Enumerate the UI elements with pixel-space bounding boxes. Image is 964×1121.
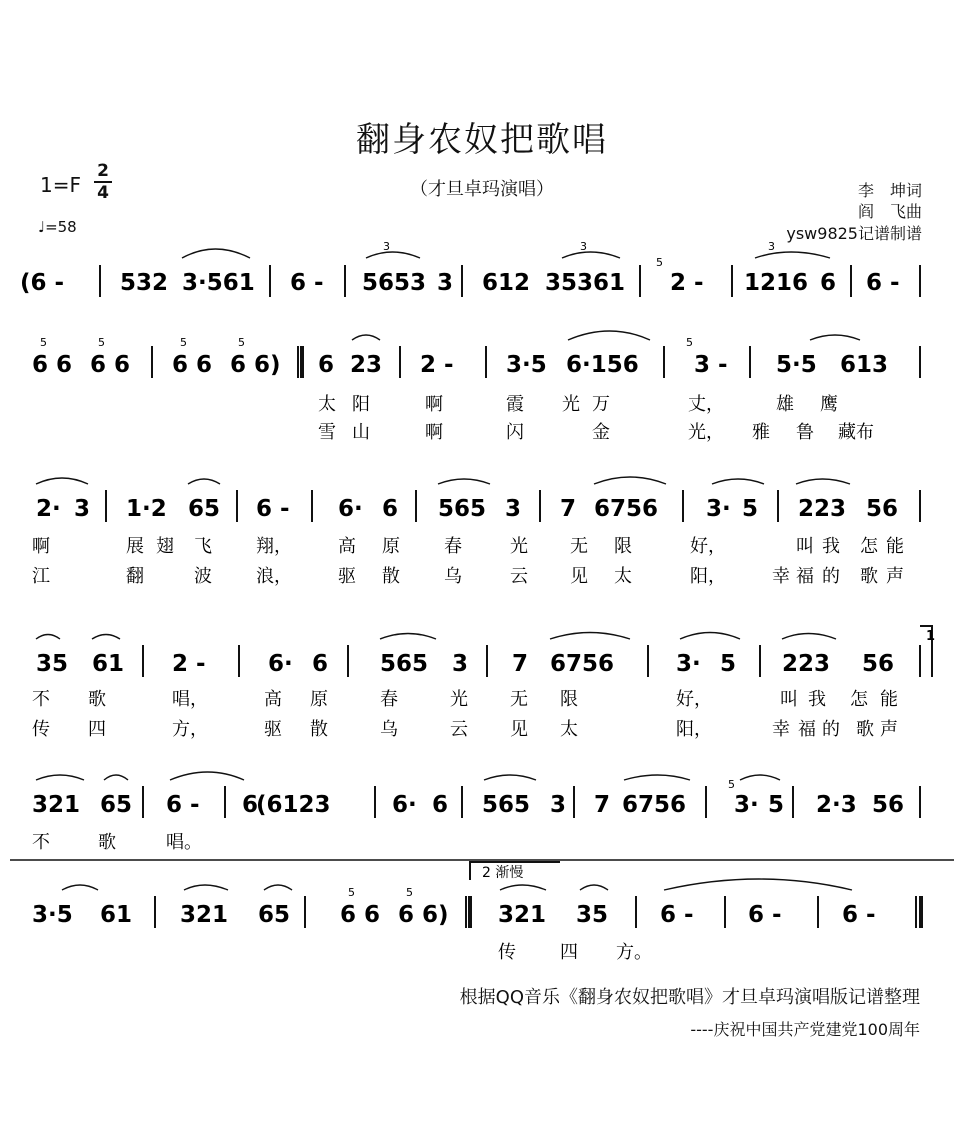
lyric: 光 — [450, 689, 468, 710]
lyric: 啊 — [425, 422, 443, 443]
row5-note-12: 5 — [768, 792, 785, 818]
row6-note-10: 6 - — [842, 902, 876, 928]
row4-lyrics — [32, 689, 898, 740]
row3-note-12: 5 — [742, 496, 759, 522]
composer-credit: 阎 飞曲 — [857, 202, 922, 221]
row6-notes — [32, 902, 876, 928]
lyric: 福 — [796, 566, 814, 587]
lyric: 霞 — [506, 394, 524, 415]
row3-note-14: 56 — [866, 496, 899, 522]
lyric: 太 — [318, 394, 336, 415]
row5-note-6: 6 — [432, 792, 449, 818]
lyric: 驱 — [264, 719, 282, 740]
lyric: 原 — [310, 689, 328, 710]
lyric: 无 — [510, 689, 528, 710]
grace-note: 5 — [406, 886, 413, 899]
row4-notes — [36, 651, 894, 677]
row5-note-2: 6 - — [166, 792, 200, 818]
page-title: 翻身农奴把歌唱 — [356, 120, 608, 160]
row4-note-5: 565 — [380, 651, 429, 677]
row2-note-10: 5·5 — [776, 352, 817, 378]
row2-note-1: 6 6 — [90, 352, 131, 378]
lyric: 啊 — [32, 536, 50, 557]
lyric: 乌 — [444, 566, 462, 587]
dedication: ----庆祝中国共产党建党100周年 — [690, 1020, 920, 1039]
row6-note-2: 321 — [180, 902, 229, 928]
grace-note: 5 — [728, 778, 735, 791]
lyric: 光 — [562, 394, 580, 415]
lyric: 限 — [560, 689, 578, 710]
lyric: 飞 — [194, 536, 212, 557]
lyric: 方， — [172, 719, 208, 740]
row2-note-3: 6 6) — [230, 352, 281, 378]
triplet-mark: 3 — [383, 240, 390, 253]
row1-note-4: 5653 — [362, 270, 427, 296]
lyric: 叫 — [796, 536, 814, 557]
lyric: 我 — [808, 689, 826, 710]
row2-note-2: 6 6 — [172, 352, 213, 378]
lyric: 怎 — [850, 689, 868, 710]
grace-note: 5 — [656, 256, 663, 269]
lyric: 散 — [310, 719, 328, 740]
lyric: 波 — [194, 566, 212, 587]
lyric: 福 — [798, 719, 816, 740]
row3-lyrics — [32, 536, 904, 587]
row2-notes — [32, 352, 888, 378]
grace-note: 5 — [686, 336, 693, 349]
tempo-marking: ♩=58 — [38, 218, 77, 236]
row5-note-13: 2·3 — [816, 792, 857, 818]
row5-note-3: 6 — [242, 792, 259, 818]
row4-note-1: 61 — [92, 651, 125, 677]
row1-note-8: 2 - — [670, 270, 704, 296]
row2-lyrics — [318, 394, 874, 443]
lyric: 驱 — [338, 566, 356, 587]
row4-note-11: 223 — [782, 651, 831, 677]
row4-note-4: 6 — [312, 651, 329, 677]
row4-note-8: 6756 — [550, 651, 615, 677]
row1-note-10: 6 — [820, 270, 837, 296]
lyric: 春 — [380, 689, 398, 710]
lyric: 太 — [560, 719, 578, 740]
lyric: 翔， — [256, 536, 292, 557]
row5-note-5: 6· — [392, 792, 417, 818]
lyricist-credit: 李 坤词 — [857, 181, 922, 200]
lyric: 幸 — [772, 719, 790, 740]
lyric: 光 — [510, 536, 528, 557]
lyric: 叫 — [780, 689, 798, 710]
lyric: 四 — [560, 942, 578, 963]
lyric: 的 — [822, 566, 840, 587]
source-note: 根据QQ音乐《翻身农奴把歌唱》才旦卓玛演唱版记谱整理 — [459, 987, 920, 1008]
lyric: 方。 — [616, 942, 652, 963]
row4-note-7: 7 — [512, 651, 529, 677]
lyric: 藏布 — [838, 422, 874, 443]
lyric: 歌 — [856, 719, 874, 740]
row2-note-6: 2 - — [420, 352, 454, 378]
row1-note-0: (6 - — [20, 270, 65, 296]
row5-lyrics — [32, 832, 202, 853]
lyric: 四 — [88, 719, 106, 740]
row1-note-6: 612 — [482, 270, 531, 296]
row4-note-2: 2 - — [172, 651, 206, 677]
lyric: 散 — [382, 566, 400, 587]
lyric: 雅 — [752, 422, 770, 443]
lyric: 啊 — [425, 394, 443, 415]
row5-note-14: 56 — [872, 792, 905, 818]
lyric: 歌 — [98, 832, 116, 853]
row3-note-7: 565 — [438, 496, 487, 522]
row3-note-9: 7 — [560, 496, 577, 522]
subtitle: （才旦卓玛演唱） — [410, 179, 554, 200]
row2-note-4: 6 — [318, 352, 335, 378]
lyric: 见 — [510, 719, 528, 740]
lyric: 浪， — [256, 566, 292, 587]
row4-note-6: 3 — [452, 651, 469, 677]
lyric: 传 — [498, 942, 516, 963]
lyric: 鹰 — [820, 394, 838, 415]
row5-note-4: (6123 — [256, 792, 331, 818]
grace-note: 5 — [238, 336, 245, 349]
row5-note-8: 3 — [550, 792, 567, 818]
row1-note-2: 3·561 — [182, 270, 255, 296]
row6-note-5: 6 6) — [398, 902, 449, 928]
row5-note-1: 65 — [100, 792, 133, 818]
lyric: 太 — [614, 566, 632, 587]
lyric: 能 — [880, 689, 898, 710]
lyric: 雄 — [776, 394, 794, 415]
row3-notes — [36, 496, 898, 522]
row4-note-12: 56 — [862, 651, 895, 677]
row3-note-11: 3· — [706, 496, 731, 522]
lyric: 丈， — [688, 394, 724, 415]
lyric: 好， — [690, 536, 726, 557]
row2-note-5: 23 — [350, 352, 383, 378]
lyric: 鲁 — [796, 422, 814, 443]
lyric: 传 — [32, 719, 50, 740]
lyric: 阳， — [690, 566, 726, 587]
lyric: 光， — [688, 422, 724, 443]
row4-note-3: 6· — [268, 651, 293, 677]
lyric: 的 — [822, 719, 840, 740]
lyric: 无 — [570, 536, 588, 557]
row6-note-7: 35 — [576, 902, 609, 928]
row3-note-1: 3 — [74, 496, 91, 522]
lyric: 云 — [450, 719, 468, 740]
grace-note: 5 — [180, 336, 187, 349]
lyric: 翅 — [156, 536, 174, 557]
volta-1-label: 1 — [926, 629, 936, 644]
row6-note-3: 65 — [258, 902, 291, 928]
row2-note-9: 3 - — [694, 352, 728, 378]
time-signature-bottom: 4 — [97, 183, 109, 203]
row1-note-9: 1216 — [744, 270, 809, 296]
lyric: 见 — [570, 566, 588, 587]
row6-note-0: 3·5 — [32, 902, 73, 928]
row3-note-2: 1·2 — [126, 496, 167, 522]
lyric: 翻 — [126, 566, 144, 587]
lyric: 歌 — [88, 689, 106, 710]
lyric: 唱， — [172, 689, 208, 710]
row6-note-4: 6 6 — [340, 902, 381, 928]
row3-note-8: 3 — [505, 496, 522, 522]
lyric: 怎 — [860, 536, 878, 557]
lyric: 不 — [32, 832, 50, 853]
lyric: 山 — [352, 422, 370, 443]
lyric: 声 — [880, 719, 898, 740]
lyric: 春 — [444, 536, 462, 557]
lyric: 雪 — [318, 422, 336, 443]
time-signature-top: 2 — [97, 161, 109, 181]
triplet-mark: 3 — [580, 240, 587, 253]
row2-note-0: 6 6 — [32, 352, 73, 378]
row6-grace-notes — [348, 886, 413, 899]
lyric: 原 — [382, 536, 400, 557]
grace-note: 5 — [348, 886, 355, 899]
row5-note-11: 3· — [734, 792, 759, 818]
row3-note-6: 6 — [382, 496, 399, 522]
row2-note-8: 6·156 — [566, 352, 639, 378]
row4-note-9: 3· — [676, 651, 701, 677]
row5-note-9: 7 — [594, 792, 611, 818]
row2-note-7: 3·5 — [506, 352, 547, 378]
row6-note-1: 61 — [100, 902, 133, 928]
row3-note-5: 6· — [338, 496, 363, 522]
lyric: 声 — [886, 566, 904, 587]
triplet-mark: 3 — [768, 240, 775, 253]
row4-note-0: 35 — [36, 651, 69, 677]
lyric: 我 — [822, 536, 840, 557]
lyric: 高 — [338, 536, 356, 557]
row5-notes — [32, 792, 904, 818]
row1-note-7: 35361 — [545, 270, 626, 296]
row3-note-3: 65 — [188, 496, 221, 522]
row3-note-4: 6 - — [256, 496, 290, 522]
row4-note-10: 5 — [720, 651, 737, 677]
row2-grace-notes — [40, 336, 693, 349]
lyric: 阳， — [676, 719, 712, 740]
row6-note-9: 6 - — [748, 902, 782, 928]
lyric: 金 — [592, 422, 610, 443]
row6-lyrics — [498, 942, 652, 963]
lyric: 唱。 — [166, 832, 202, 853]
row3-note-0: 2· — [36, 496, 61, 522]
row1-note-1: 532 — [120, 270, 169, 296]
grace-note: 5 — [98, 336, 105, 349]
lyric: 好， — [676, 689, 712, 710]
row3-note-10: 6756 — [594, 496, 659, 522]
lyric: 江 — [32, 566, 50, 587]
lyric: 万 — [592, 394, 610, 415]
lyric: 幸 — [772, 566, 790, 587]
row1-note-11: 6 - — [866, 270, 900, 296]
row5-note-7: 565 — [482, 792, 531, 818]
lyric: 展 — [126, 536, 144, 557]
lyric: 闪 — [506, 422, 524, 443]
grace-note: 5 — [40, 336, 47, 349]
row1-note-5: 3 — [437, 270, 454, 296]
row2-note-11: 613 — [840, 352, 889, 378]
key-signature: 1=F — [40, 173, 81, 197]
lyric: 不 — [32, 689, 50, 710]
lyric: 能 — [886, 536, 904, 557]
lyric: 阳 — [352, 394, 370, 415]
transcriber-credit: ysw9825记谱制谱 — [786, 224, 922, 243]
row3-note-13: 223 — [798, 496, 847, 522]
row1-ornaments — [383, 240, 775, 269]
row5-note-10: 6756 — [622, 792, 687, 818]
row6-note-6: 321 — [498, 902, 547, 928]
lyric: 限 — [614, 536, 632, 557]
lyric: 高 — [264, 689, 282, 710]
row1-note-3: 6 - — [290, 270, 324, 296]
lyric: 歌 — [860, 566, 878, 587]
row1-notes — [20, 270, 900, 296]
lyric: 云 — [510, 566, 528, 587]
row5-note-0: 321 — [32, 792, 81, 818]
volta-2-label: 2 渐慢 — [482, 865, 524, 881]
lyric: 乌 — [380, 719, 398, 740]
row6-note-8: 6 - — [660, 902, 694, 928]
